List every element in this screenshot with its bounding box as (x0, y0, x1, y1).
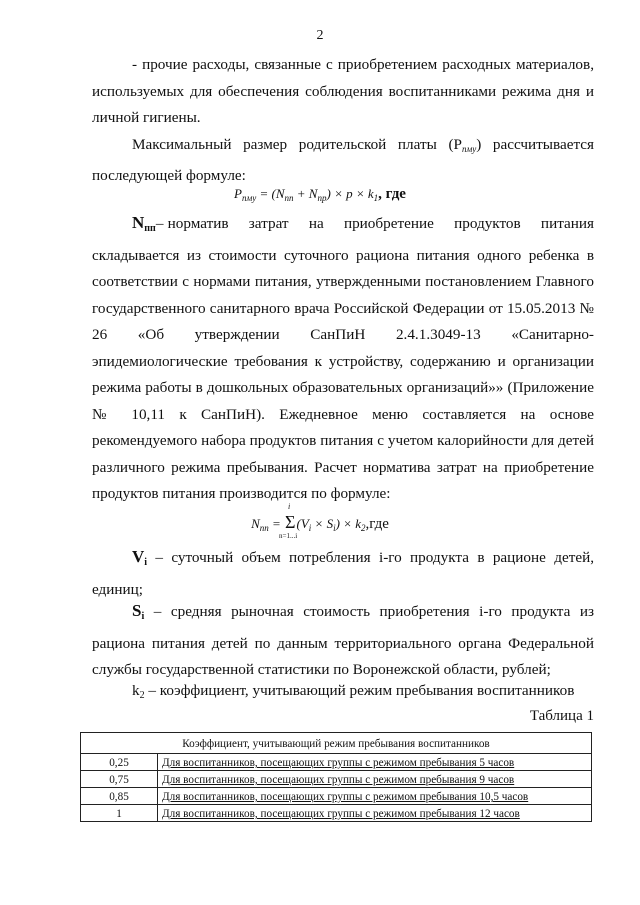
term-vi: V (132, 547, 145, 566)
table-row (81, 788, 592, 805)
coefficient-value: 1 (81, 805, 158, 822)
text-segment: рациона питания детей по данным территориального органа Федеральной (92, 634, 594, 652)
table-row (81, 754, 592, 771)
text-line: требования к устройству, содержанию и организации режима работы в (92, 352, 595, 396)
paragraph-nn-definition (92, 210, 594, 508)
subscript: пр (317, 193, 327, 203)
formula-symbol: P (234, 186, 242, 201)
coefficient-description: Для воспитанников, посещающих группы с режимом пребывания 5 часов (158, 754, 592, 771)
text-segment: службы государственной статистики по Воронежской области, рублей; (92, 661, 551, 678)
text-line: соответствии с нормами питания, утвержденными постановлением Главного (92, 273, 594, 290)
coefficient-description: Для воспитанников, посещающих группы с режимом пребывания 9 часов (158, 771, 592, 788)
formula-part: (V (296, 516, 309, 531)
subscript: пму (461, 144, 477, 154)
formula-part: + N (293, 186, 318, 201)
text-line: - прочие расходы, связанные с приобретением расходных материалов, (132, 56, 594, 73)
table-header: Коэффициент, учитывающий режим пребывания воспитанников (81, 733, 592, 754)
table-row (81, 771, 592, 788)
formula-part: = (N (256, 186, 285, 201)
subscript: пп (144, 223, 156, 234)
coefficient-value: 0,85 (81, 788, 158, 805)
subscript: i (141, 611, 145, 622)
subscript: 1 (373, 193, 379, 203)
text-segment: единиц; (92, 580, 143, 598)
paragraph-vi-definition (92, 544, 594, 603)
text-segment: – коэффициент, учитывающий режим пребывания воспитанников (144, 682, 575, 699)
text-segment: ) рассчитывается (476, 136, 594, 153)
subscript: пму (242, 193, 257, 203)
text-line: норматив затрат на приобретение продуктов питания (167, 215, 594, 232)
text-line: используемых для обеспечения соблюдения воспитанниками режима дня и (92, 82, 594, 100)
coefficient-description: Для воспитанников, посещающих группы с режимом пребывания 10,5 часов (158, 788, 592, 805)
formula-parent-fee (0, 186, 640, 203)
sum-upper-limit: i (288, 502, 291, 511)
text-line: пребывания. Расчет норматива затрат на приобретение продуктов питания (92, 458, 594, 502)
term-si: S (132, 601, 142, 620)
formula-part: × S (311, 516, 334, 531)
sum-lower-limit: n=1...i (279, 532, 298, 540)
text-segment: – средняя рыночная стоимость приобретения i-го продукта из (144, 603, 594, 620)
text-line: производится по формуле: (219, 485, 391, 502)
text-segment: Максимальный размер родительской платы (Р (132, 136, 462, 153)
subscript: пп (259, 523, 269, 533)
table-row (81, 805, 592, 822)
formula-tail: ,где (365, 516, 389, 532)
page-number: 2 (316, 28, 324, 43)
subscript: i (308, 523, 312, 533)
text-line: СанПиН). Ежедневное меню составляется на основе рекомендуемого набора (92, 405, 594, 449)
text-line: складывается из стоимости суточного рациона питания одного ребенка в (92, 246, 594, 264)
text-segment: последующей формуле: (92, 166, 246, 184)
formula-part: = (268, 516, 285, 531)
coefficient-value: 0,25 (81, 754, 158, 771)
subscript: i (333, 523, 336, 533)
text-line: личной гигиены. (92, 109, 201, 126)
formula-tail: , где (378, 186, 406, 202)
term-k2: k (132, 682, 140, 699)
text-line: 26 «Об утверждении СанПиН 2.4.1.3049-13 «Санитарно-эпидемиологические (92, 326, 594, 370)
subscript: 2 (360, 523, 366, 533)
formula-symbol: N (251, 516, 260, 531)
text-line: государственного санитарного врача Российской Федерации от 15.05.2013 № (92, 299, 594, 317)
table-caption: Таблица 1 (529, 708, 594, 724)
text-line: дошкольных образовательных организаций»» (Приложение № 10,11 к (92, 379, 595, 423)
paragraph-other-expenses (92, 52, 594, 132)
subscript: i (144, 557, 148, 568)
table-header-row (81, 733, 592, 754)
paragraph-k2-definition (92, 678, 594, 710)
paragraph-max-fee (92, 132, 594, 189)
dash: – (155, 215, 164, 232)
text-segment: – суточный объем потребления i-го продукта в рационе детей, (147, 549, 594, 566)
formula-part: ) × p × k (326, 186, 374, 201)
text-line: продуктов питания с учетом калорийности для детей различного режима (92, 432, 594, 476)
formula-nn (0, 502, 640, 540)
sum-sign: Σ i n=1...i (279, 502, 298, 540)
coefficient-description: Для воспитанников, посещающих группы с режимом пребывания 12 часов (158, 805, 592, 822)
term-nn: N (132, 213, 145, 232)
coefficient-value: 0,75 (81, 771, 158, 788)
subscript: пп (284, 193, 294, 203)
subscript: 2 (139, 690, 145, 701)
formula-part: ) × k (335, 516, 361, 531)
coefficient-table (80, 732, 592, 822)
paragraph-si-definition (92, 598, 594, 684)
